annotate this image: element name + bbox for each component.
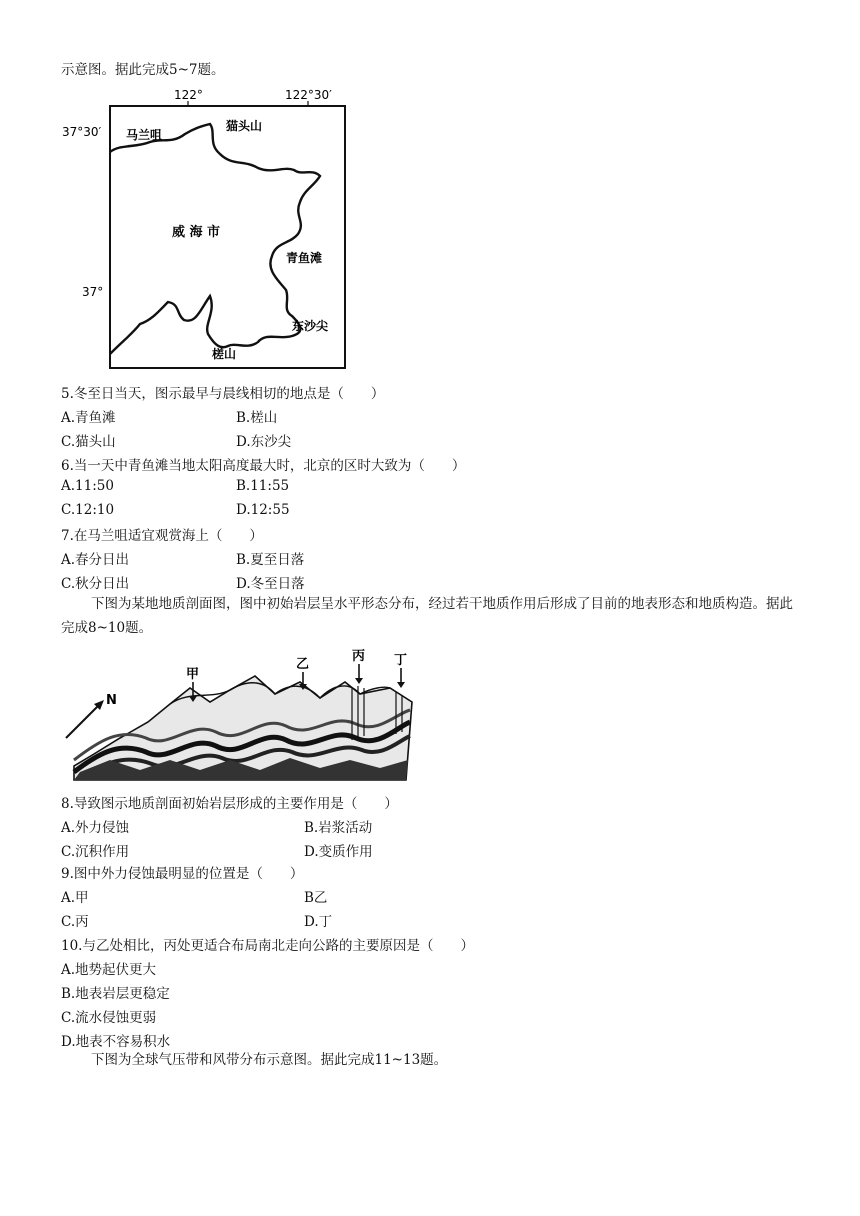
- question-9-option-b[interactable]: B乙: [304, 890, 328, 906]
- question-5-option-c[interactable]: C.猫头山: [61, 434, 116, 450]
- question-5-option-b[interactable]: B.槎山: [236, 410, 278, 426]
- geology-section-diagram: [60, 642, 420, 787]
- place-maotoushan: 猫头山: [226, 119, 263, 133]
- question-7-stem: 7.在马兰咀适宜观赏海上（ ）: [61, 528, 263, 544]
- place-weihai: 威 海 市: [172, 225, 221, 240]
- question-9-option-d[interactable]: D.丁: [304, 914, 333, 930]
- question-6-option-a[interactable]: A.11:50: [61, 478, 114, 494]
- question-6-option-b[interactable]: B.11:55: [236, 478, 290, 494]
- question-6-option-d[interactable]: D.12:55: [236, 502, 290, 518]
- place-qingyutan: 青鱼滩: [286, 251, 323, 265]
- north-arrow: [66, 704, 100, 738]
- question-10-option-a[interactable]: A.地势起伏更大: [61, 962, 157, 978]
- lon-label-122: 122°: [174, 88, 203, 102]
- intro-text: 示意图。据此完成5~7题。: [61, 62, 225, 78]
- question-7-option-a[interactable]: A.春分日出: [61, 552, 130, 568]
- place-dongshajian: 东沙尖: [292, 319, 329, 333]
- question-8-option-b[interactable]: B.岩浆活动: [304, 820, 373, 836]
- question-6-stem: 6.当一天中青鱼滩当地太阳高度最大时，北京的区时大致为（ ）: [61, 458, 466, 474]
- lat-label-37-30: 37°30′: [62, 125, 102, 139]
- site-label-yi: 乙: [296, 657, 310, 672]
- north-label: N: [106, 693, 117, 708]
- question-5-option-a[interactable]: A.青鱼滩: [61, 410, 116, 426]
- lat-label-37: 37°: [82, 285, 104, 299]
- question-7-option-c[interactable]: C.秋分日出: [61, 576, 130, 592]
- question-10-option-b[interactable]: B.地表岩层更稳定: [61, 986, 170, 1002]
- site-label-ding: 丁: [394, 653, 408, 668]
- question-10-option-d[interactable]: D.地表不容易积水: [61, 1034, 171, 1050]
- question-8-stem: 8.导致图示地质剖面初始岩层形成的主要作用是（ ）: [61, 796, 398, 812]
- site-label-bing: 丙: [352, 649, 366, 664]
- question-10-stem: 10.与乙处相比，丙处更适合布局南北走向公路的主要原因是（ ）: [61, 938, 474, 954]
- passage-pressure-belts: 下图为全球气压带和风带分布示意图。据此完成11~13题。: [91, 1052, 448, 1068]
- place-chashan: 槎山: [212, 347, 237, 361]
- question-8-option-a[interactable]: A.外力侵蚀: [61, 820, 130, 836]
- site-label-jia: 甲: [186, 667, 200, 682]
- question-5-stem: 5.冬至日当天，图示最早与晨线相切的地点是（ ）: [61, 386, 385, 402]
- passage-geology: 下图为某地地质剖面图，图中初始岩层呈水平形态分布，经过若干地质作用后形成了目前的地表形态和地质构造。据此完成8~10题。: [61, 596, 793, 636]
- question-5-option-d[interactable]: D.东沙尖: [236, 434, 292, 450]
- place-malanzui: 马兰咀: [126, 128, 163, 142]
- question-6-option-c[interactable]: C.12:10: [61, 502, 115, 518]
- lon-label-122-30: 122°30′: [285, 88, 332, 102]
- question-7-option-b[interactable]: B.夏至日落: [236, 552, 305, 568]
- question-8-option-c[interactable]: C.沉积作用: [61, 844, 130, 860]
- weihai-map: [62, 84, 370, 374]
- question-9-option-c[interactable]: C.丙: [61, 914, 89, 930]
- question-7-option-d[interactable]: D.冬至日落: [236, 576, 305, 592]
- question-9-option-a[interactable]: A.甲: [61, 890, 89, 906]
- question-10-option-c[interactable]: C.流水侵蚀更弱: [61, 1010, 157, 1026]
- question-8-option-d[interactable]: D.变质作用: [304, 844, 373, 860]
- question-9-stem: 9.图中外力侵蚀最明显的位置是（ ）: [61, 866, 304, 882]
